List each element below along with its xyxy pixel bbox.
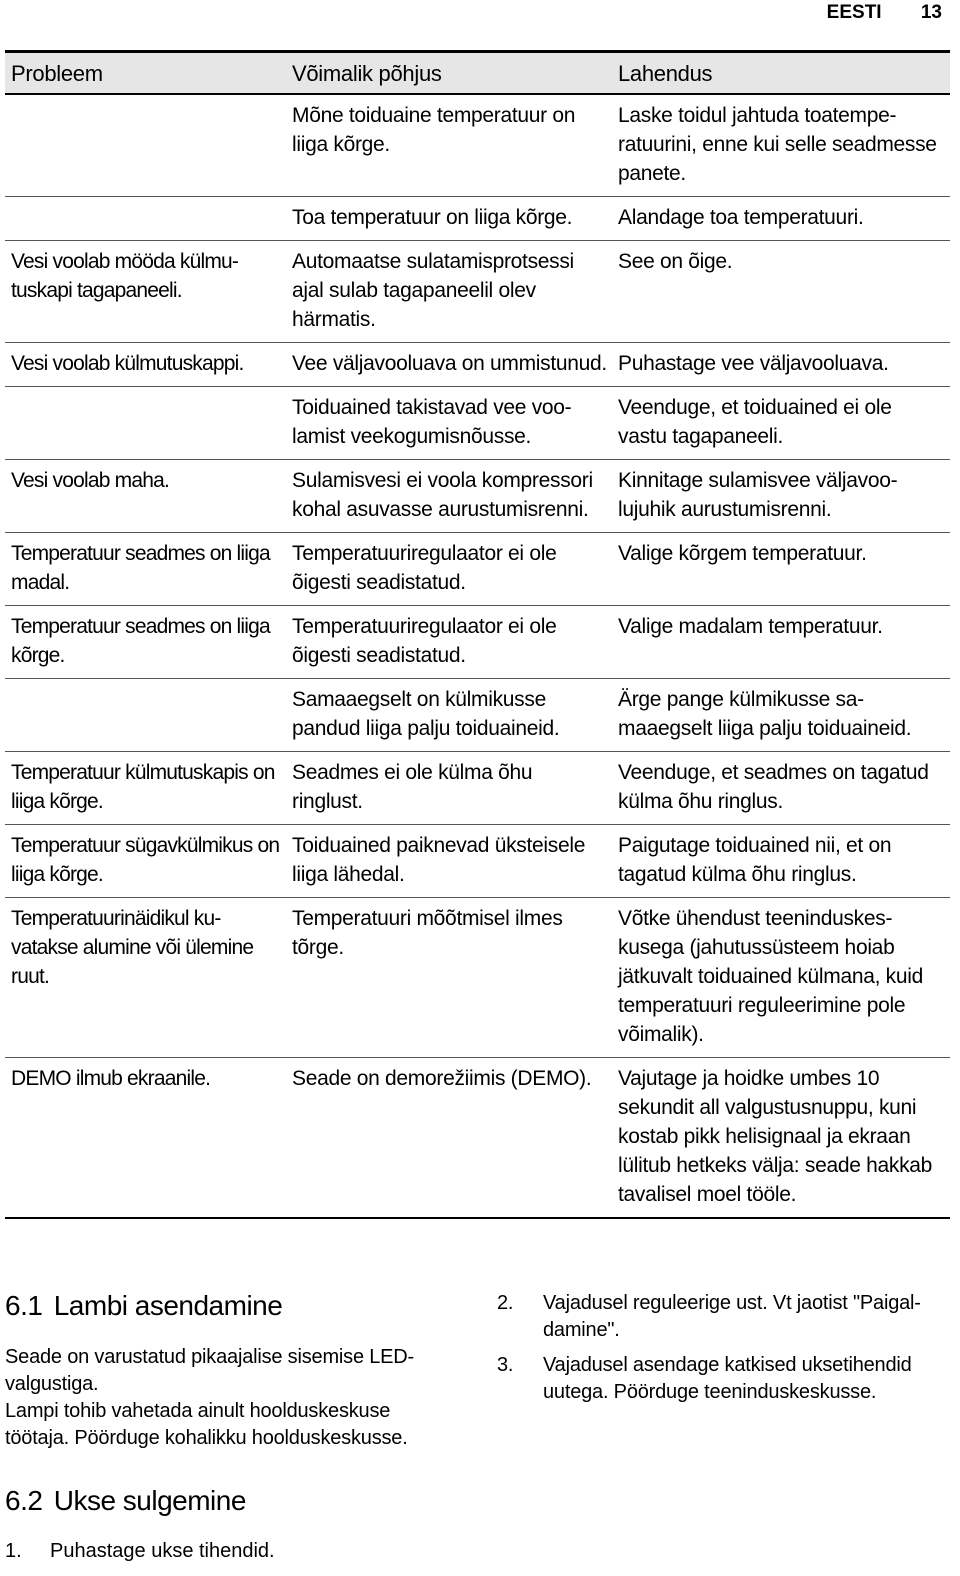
problem-cell: Vesi voolab mööda külmutuskapi tagapaneeli. [5, 241, 286, 343]
table-row [5, 460, 950, 533]
table-row [5, 898, 950, 1058]
cause-cell: Toiduained takistavad vee voolamist veekogumisnõusse. [286, 387, 612, 460]
cause-cell: Vee väljavooluava on ummistunud. [286, 343, 612, 387]
solution-cell: Laske toidul jahtuda toatemperatuurini, enne kui selle seadmesse panete. [612, 94, 950, 197]
section-6-2-title: Ukse sulgemine [53, 1485, 246, 1516]
problem-cell [5, 94, 286, 197]
header-language: EESTI [826, 2, 882, 23]
cause-cell: Mõne toiduaine temperatuur on liiga kõrge. [286, 94, 612, 197]
solution-cell: Kinnitage sulamisvee väljavoolujuhik aurustumisrenni. [612, 460, 950, 533]
section-6-1-paragraph: Seade on varustatud pikaajalise sisemise LED-valgustiga. [5, 1346, 414, 1395]
table-row [5, 241, 950, 343]
step-number: 2. [497, 1292, 514, 1314]
section-6-1-title: Lambi asendamine [53, 1290, 283, 1321]
problem-cell: Temperatuur külmutuskapis on liiga kõrge. [5, 752, 286, 825]
table-row [5, 94, 950, 197]
solution-cell: Alandage toa temperatuuri. [612, 197, 950, 241]
step-text: Vajadusel reguleerige ust. Vt jaotist "Paigaldamine". [543, 1292, 921, 1341]
section-6-2-heading [5, 1485, 246, 1517]
solution-cell: See on õige. [612, 241, 950, 343]
solution-cell: Vajutage ja hoidke umbes 10 sekundit all valgustusnuppu, kuni kostab pikk helisignaal ja ekraan lülitub hetkeks välja: seade hakkab tavalisel moel tööle. [612, 1058, 950, 1219]
section-6-1-number: 6.1 [5, 1290, 43, 1321]
cause-cell: Sulamisvesi ei voola kompressori kohal asuvasse aurustumisrenni. [286, 460, 612, 533]
table-row [5, 387, 950, 460]
problem-cell: Temperatuur sügavkülmikus on liiga kõrge. [5, 825, 286, 898]
solution-cell: Võtke ühendust teeninduskeskusega (jahutussüsteem hoiab jätkuvalt toiduained külmana, kuid temperatuuri reguleerimine pole võimalik). [612, 898, 950, 1058]
cause-cell: Toa temperatuur on liiga kõrge. [286, 197, 612, 241]
step-text: Vajadusel asendage katkised uksetihendid uutega. Pöörduge teeninduskeskusse. [543, 1354, 912, 1403]
problem-cell: Temperatuurinäidikul kuvatakse alumine või ülemine ruut. [5, 898, 286, 1058]
solution-cell: Veenduge, et seadmes on tagatud külma õhu ringlus. [612, 752, 950, 825]
table-row [5, 1058, 950, 1219]
table-row [5, 533, 950, 606]
solution-cell: Ärge pange külmikusse samaaegselt liiga palju toiduaineid. [612, 679, 950, 752]
problem-cell: Vesi voolab maha. [5, 460, 286, 533]
list-item [497, 1290, 952, 1344]
solution-cell: Paigutage toiduained nii, et on tagatud külma õhu ringlus. [612, 825, 950, 898]
section-6-1-paragraph-2: Lampi tohib vahetada ainult hoolduskeskuse töötaja. Pöörduge kohalikku hoolduskeskusse. [5, 1400, 408, 1449]
cause-cell: Automaatse sulatamisprotsessi ajal sulab tagapaneelil olev härmatis. [286, 241, 612, 343]
table-row [5, 343, 950, 387]
step-number: 1. [5, 1540, 22, 1562]
step-text: Puhastage ukse tihendid. [50, 1540, 275, 1562]
section-6-1-heading [5, 1290, 282, 1322]
right-steps-list [497, 1290, 952, 1414]
cause-cell: Temperatuuri mõõtmisel ilmes tõrge. [286, 898, 612, 1058]
cause-cell: Temperatuuriregulaator ei ole õigesti seadistatud. [286, 533, 612, 606]
solution-cell: Valige madalam temperatuur. [612, 606, 950, 679]
table-row [5, 752, 950, 825]
problem-cell: Temperatuur seadmes on liiga madal. [5, 533, 286, 606]
problem-cell: Vesi voolab külmutuskappi. [5, 343, 286, 387]
solution-cell: Veenduge, et toiduained ei ole vastu tagapaneeli. [612, 387, 950, 460]
solution-cell: Valige kõrgem temperatuur. [612, 533, 950, 606]
column-header-solution: Lahendus [612, 52, 950, 95]
cause-cell: Toiduained paiknevad üksteisele liiga lähedal. [286, 825, 612, 898]
cause-cell: Seade on demorežiimis (DEMO). [286, 1058, 612, 1219]
section-6-2-number: 6.2 [5, 1485, 43, 1516]
cause-cell: Samaaegselt on külmikusse pandud liiga palju toiduaineid. [286, 679, 612, 752]
table-row [5, 825, 950, 898]
column-header-cause: Võimalik põhjus [286, 52, 612, 95]
table-row [5, 606, 950, 679]
page-header [827, 2, 942, 26]
problem-cell: Temperatuur seadmes on liiga kõrge. [5, 606, 286, 679]
cause-cell: Seadmes ei ole külma õhu ringlust. [286, 752, 612, 825]
problem-cell [5, 197, 286, 241]
list-item [497, 1352, 952, 1406]
table-header-row [5, 52, 950, 95]
table-row [5, 197, 950, 241]
problem-cell [5, 679, 286, 752]
problem-cell: DEMO ilmub ekraanile. [5, 1058, 286, 1219]
troubleshooting-table [5, 50, 950, 1219]
step-number: 3. [497, 1354, 514, 1376]
solution-cell: Puhastage vee väljavooluava. [612, 343, 950, 387]
problem-cell [5, 387, 286, 460]
cause-cell: Temperatuuriregulaator ei ole õigesti seadistatud. [286, 606, 612, 679]
page-number: 13 [920, 2, 942, 23]
section-6-2-step [5, 1538, 275, 1565]
table-row [5, 679, 950, 752]
column-header-problem: Probleem [5, 52, 286, 95]
